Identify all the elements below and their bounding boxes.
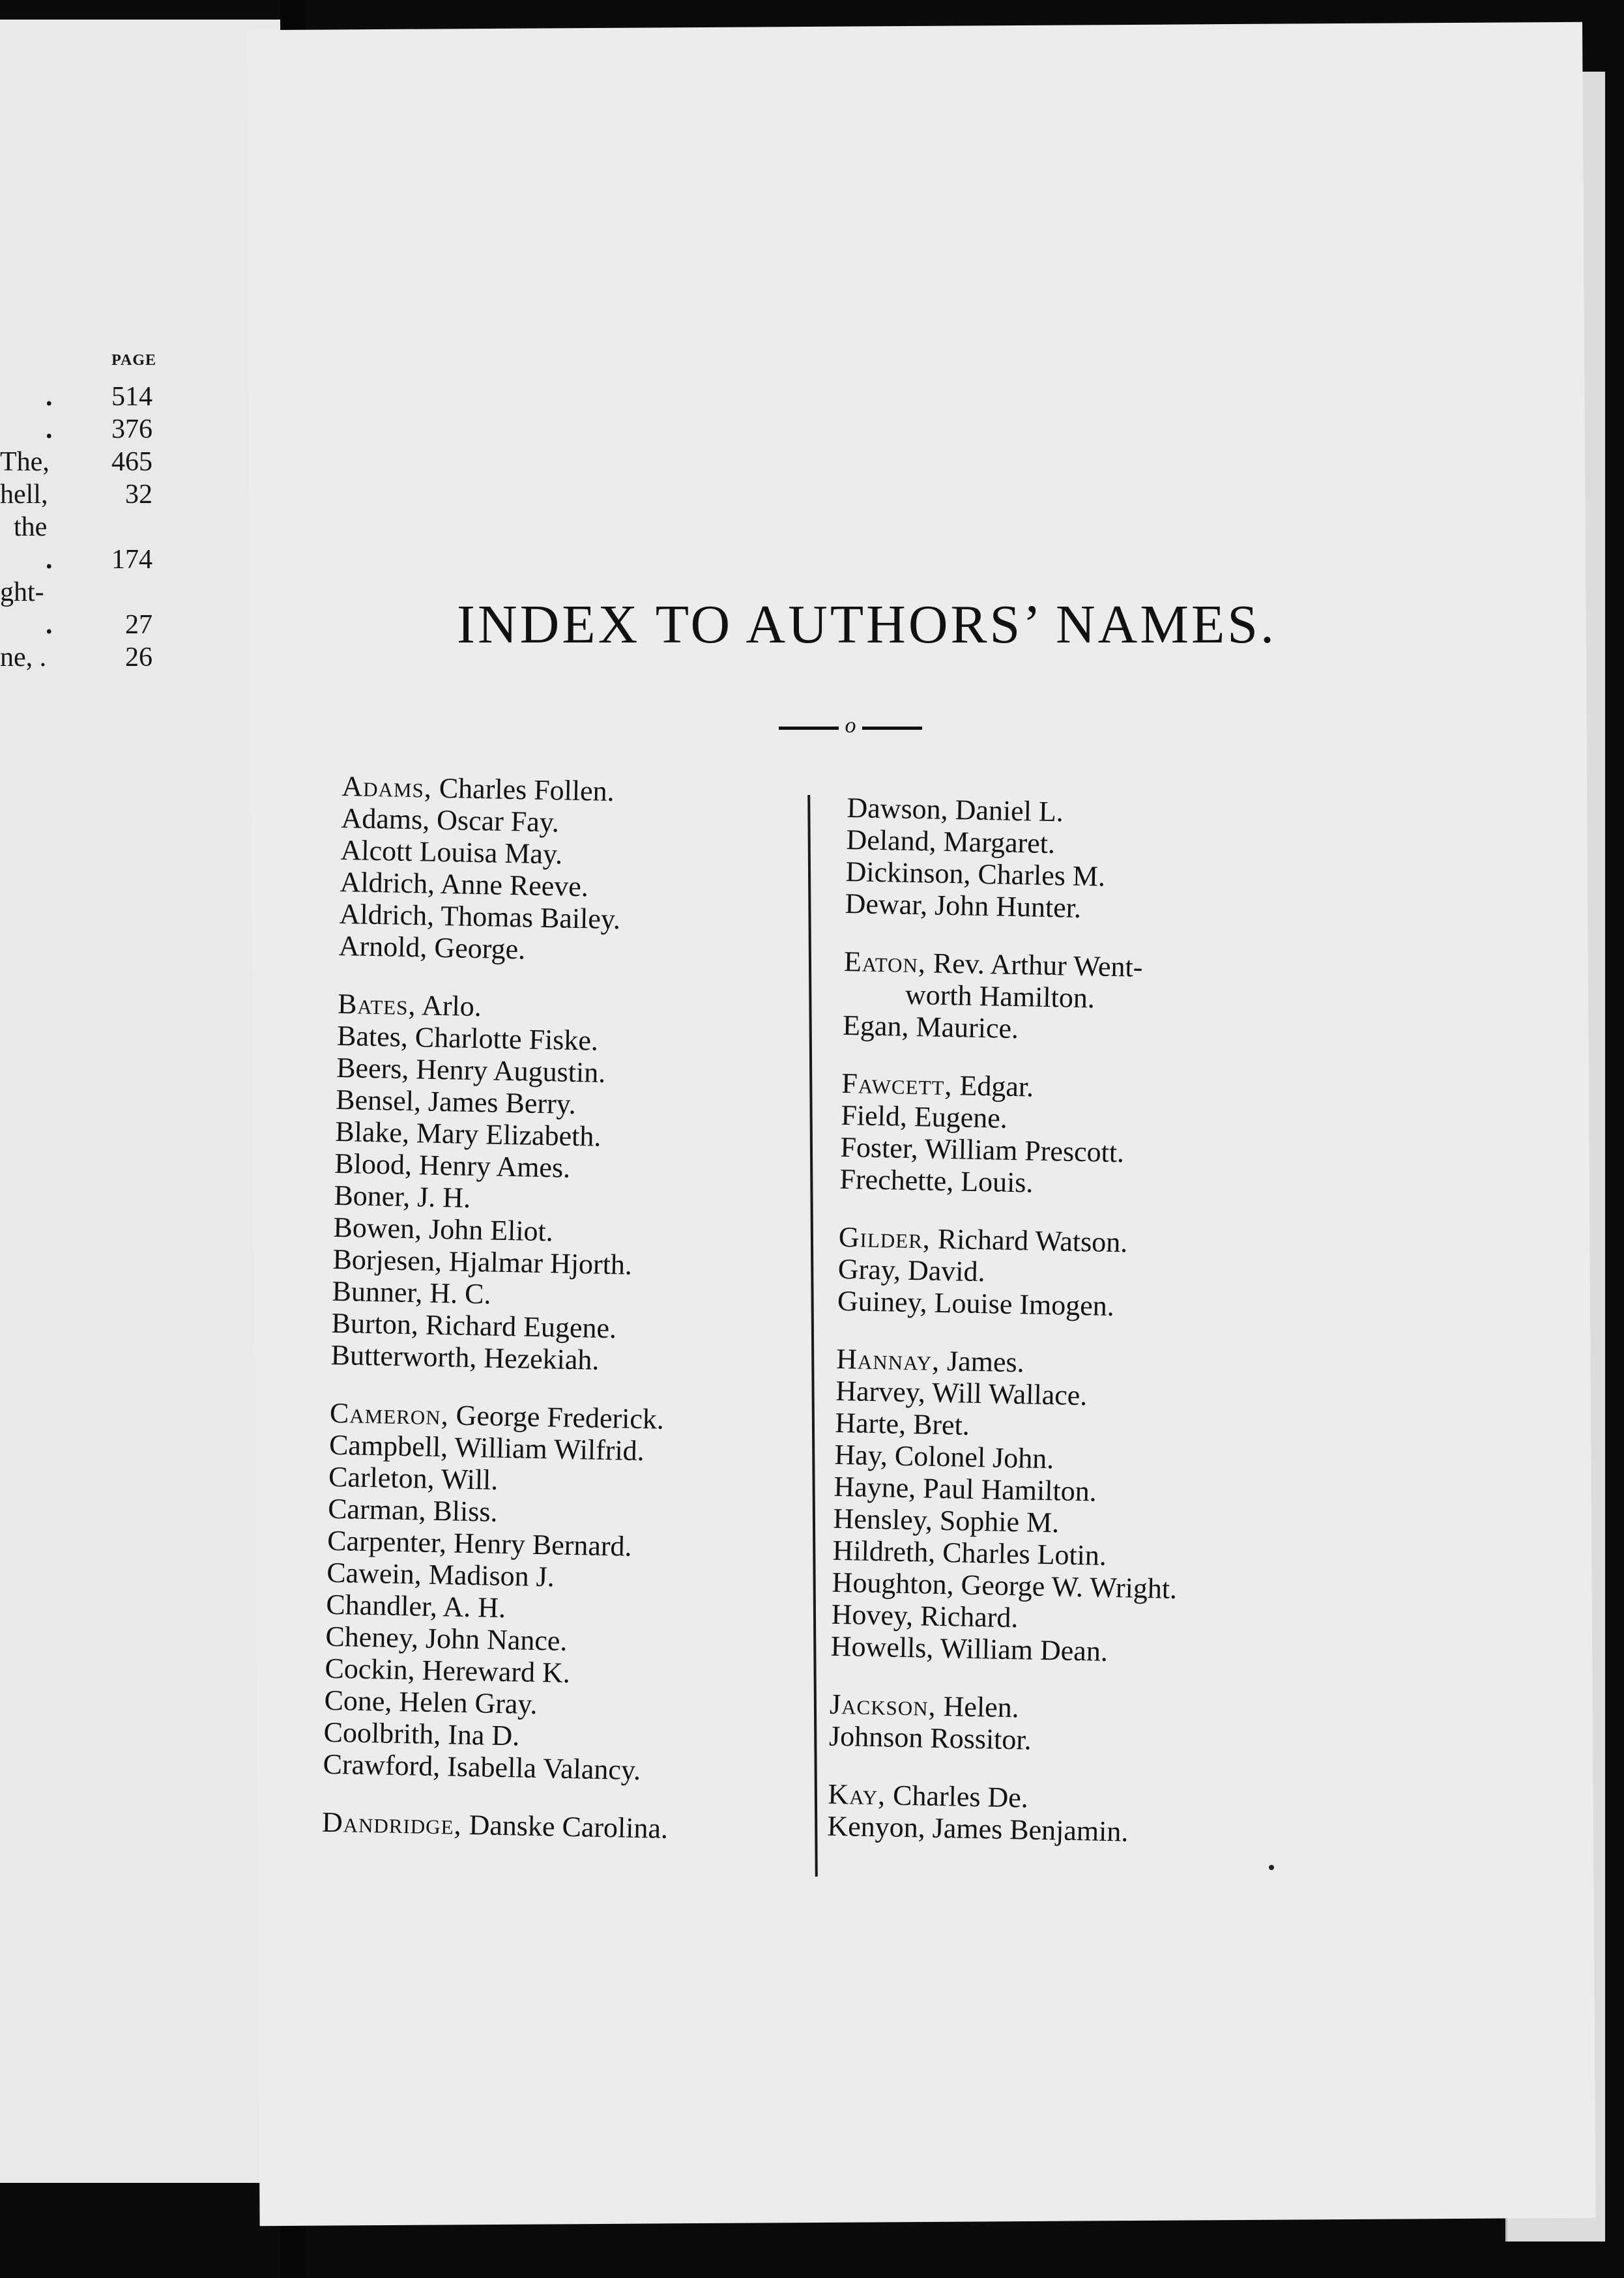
author-name: Cawein, Madison J. bbox=[326, 1556, 555, 1593]
index-column-left bbox=[322, 770, 798, 1847]
author-name: Butterworth, Hezekiah. bbox=[330, 1338, 600, 1376]
author-name: Cone, Helen Gray. bbox=[324, 1684, 538, 1721]
author-name: Deland, Margaret. bbox=[846, 823, 1056, 860]
section-lead-name: Fawcett, bbox=[841, 1067, 953, 1102]
author-name: Burton, Richard Eugene. bbox=[331, 1306, 617, 1345]
line-fragment: hell, bbox=[0, 480, 48, 510]
author-name: Blood, Henry Ames. bbox=[334, 1147, 571, 1184]
author-name: Coolbrith, Ina D. bbox=[323, 1716, 520, 1752]
author-name: Rev. Arthur Went- bbox=[925, 947, 1143, 983]
author-name: Charles Follen. bbox=[431, 771, 615, 808]
author-name: Hensley, Sophie M. bbox=[833, 1502, 1060, 1539]
author-name: Hildreth, Charles Lotin. bbox=[832, 1534, 1107, 1572]
author-name: Carpenter, Henry Bernard. bbox=[326, 1524, 633, 1563]
leader-dot: . bbox=[46, 414, 53, 444]
author-name: Adams, Oscar Fay. bbox=[341, 801, 560, 839]
left-page-row bbox=[0, 609, 280, 642]
author-name: James. bbox=[939, 1344, 1025, 1379]
author-name: Crawford, Isabella Valancy. bbox=[323, 1748, 641, 1787]
section-lead-name: Adams, bbox=[341, 770, 433, 804]
page-number: 32 bbox=[125, 480, 152, 510]
section-lead-name: Bates, bbox=[337, 987, 416, 1022]
section-lead-name: Eaton, bbox=[843, 945, 927, 979]
author-name: Carleton, Will. bbox=[328, 1460, 499, 1496]
author-name: Harte, Bret. bbox=[834, 1406, 970, 1441]
author-name: Danske Carolina. bbox=[461, 1808, 669, 1845]
page-number: 26 bbox=[125, 642, 152, 672]
author-name: Chandler, A. H. bbox=[325, 1588, 506, 1624]
section-lead-name: Gilder, bbox=[838, 1220, 931, 1255]
author-name: Frechette, Louis. bbox=[839, 1162, 1034, 1199]
left-page-row bbox=[0, 544, 280, 577]
author-name: Houghton, George W. Wright. bbox=[832, 1566, 1178, 1605]
author-name: Bates, Charlotte Fiske. bbox=[336, 1019, 599, 1057]
left-page-row bbox=[0, 479, 280, 512]
page-number: 514 bbox=[111, 382, 152, 412]
section-lead-name: Hannay, bbox=[835, 1342, 940, 1377]
author-name: Dickinson, Charles M. bbox=[845, 855, 1106, 893]
author-name: Arnold, George. bbox=[338, 929, 526, 966]
author-name: Egan, Maurice. bbox=[842, 1009, 1019, 1045]
author-name: Aldrich, Anne Reeve. bbox=[340, 865, 589, 903]
author-name: Arlo. bbox=[416, 989, 482, 1023]
author-name: Edgar. bbox=[952, 1069, 1034, 1103]
line-fragment: ne, . bbox=[0, 642, 47, 672]
left-page bbox=[0, 20, 280, 2183]
author-name: Field, Eugene. bbox=[840, 1099, 1008, 1134]
page-title: INDEX TO AUTHORS’ NAMES. bbox=[456, 594, 1277, 655]
section-lead-name: Cameron, bbox=[329, 1396, 450, 1432]
author-name: Aldrich, Thomas Bailey. bbox=[339, 897, 621, 936]
author-name: Helen. bbox=[936, 1690, 1020, 1724]
author-name: Gray, David. bbox=[837, 1252, 986, 1288]
left-page-row bbox=[0, 642, 280, 674]
author-name: Richard Watson. bbox=[930, 1222, 1128, 1259]
author-name: Howells, William Dean. bbox=[830, 1630, 1109, 1667]
author-name: Dewar, John Hunter. bbox=[845, 887, 1082, 924]
page-number: 376 bbox=[111, 414, 152, 444]
author-name: Foster, William Prescott. bbox=[840, 1131, 1125, 1169]
author-name: Blake, Mary Elizabeth. bbox=[334, 1115, 602, 1153]
left-page-row bbox=[0, 512, 280, 544]
author-name: Cockin, Hereward K. bbox=[325, 1652, 571, 1689]
page-number: 27 bbox=[125, 610, 152, 640]
author-name: Bensel, James Berry. bbox=[335, 1083, 577, 1120]
author-name: Campbell, William Wilfrid. bbox=[328, 1428, 645, 1467]
left-page-row bbox=[0, 381, 280, 414]
author-name: Dawson, Daniel L. bbox=[847, 792, 1064, 828]
author-name: Borjesen, Hjalmar Hjorth. bbox=[332, 1243, 633, 1281]
left-page-row bbox=[0, 577, 280, 609]
author-name: Bowen, John Eliot. bbox=[333, 1211, 554, 1248]
author-name: Boner, J. H. bbox=[334, 1179, 471, 1214]
leader-dot: . bbox=[46, 610, 53, 640]
page-number: 465 bbox=[111, 447, 152, 477]
author-name: Guiney, Louise Imogen. bbox=[837, 1284, 1115, 1323]
left-page-row bbox=[0, 414, 280, 446]
author-name: Johnson Rossitor. bbox=[828, 1720, 1032, 1756]
line-fragment: ght- bbox=[0, 577, 44, 607]
author-name: Cheney, John Nance. bbox=[325, 1620, 568, 1657]
ornament-glyph: o bbox=[845, 714, 856, 738]
ink-speck bbox=[1269, 1865, 1274, 1870]
leader-dot: . bbox=[46, 382, 53, 412]
author-name: Hayne, Paul Hamilton. bbox=[834, 1470, 1097, 1508]
leader-dot: . bbox=[46, 545, 53, 575]
author-name: Hay, Colonel John. bbox=[834, 1438, 1054, 1475]
page-number: 174 bbox=[111, 545, 152, 575]
line-fragment: The, bbox=[0, 447, 50, 477]
section-lead-name: Dandridge, bbox=[321, 1806, 463, 1841]
index-column-right bbox=[827, 792, 1336, 1851]
author-name: Kenyon, James Benjamin. bbox=[827, 1809, 1129, 1848]
section-lead-name: Kay, bbox=[827, 1778, 886, 1811]
author-name: worth Hamilton. bbox=[905, 978, 1095, 1015]
title-ornament bbox=[779, 714, 922, 740]
author-name: Beers, Henry Augustin. bbox=[336, 1051, 606, 1089]
page-column-header: PAGE bbox=[111, 352, 156, 369]
author-name: Carman, Bliss. bbox=[327, 1492, 498, 1528]
ornament-rule-left bbox=[779, 727, 839, 730]
left-page-row bbox=[0, 446, 280, 479]
author-name: Bunner, H. C. bbox=[332, 1275, 491, 1310]
ornament-rule-right bbox=[862, 727, 922, 730]
author-name: George Frederick. bbox=[448, 1399, 665, 1435]
author-name: Hovey, Richard. bbox=[831, 1598, 1019, 1634]
author-name: Charles De. bbox=[885, 1779, 1029, 1814]
author-name: Alcott Louisa May. bbox=[340, 833, 563, 871]
section-lead-name: Jackson, bbox=[829, 1688, 937, 1722]
author-name: Harvey, Will Wallace. bbox=[835, 1374, 1088, 1412]
line-fragment: the bbox=[0, 512, 48, 542]
